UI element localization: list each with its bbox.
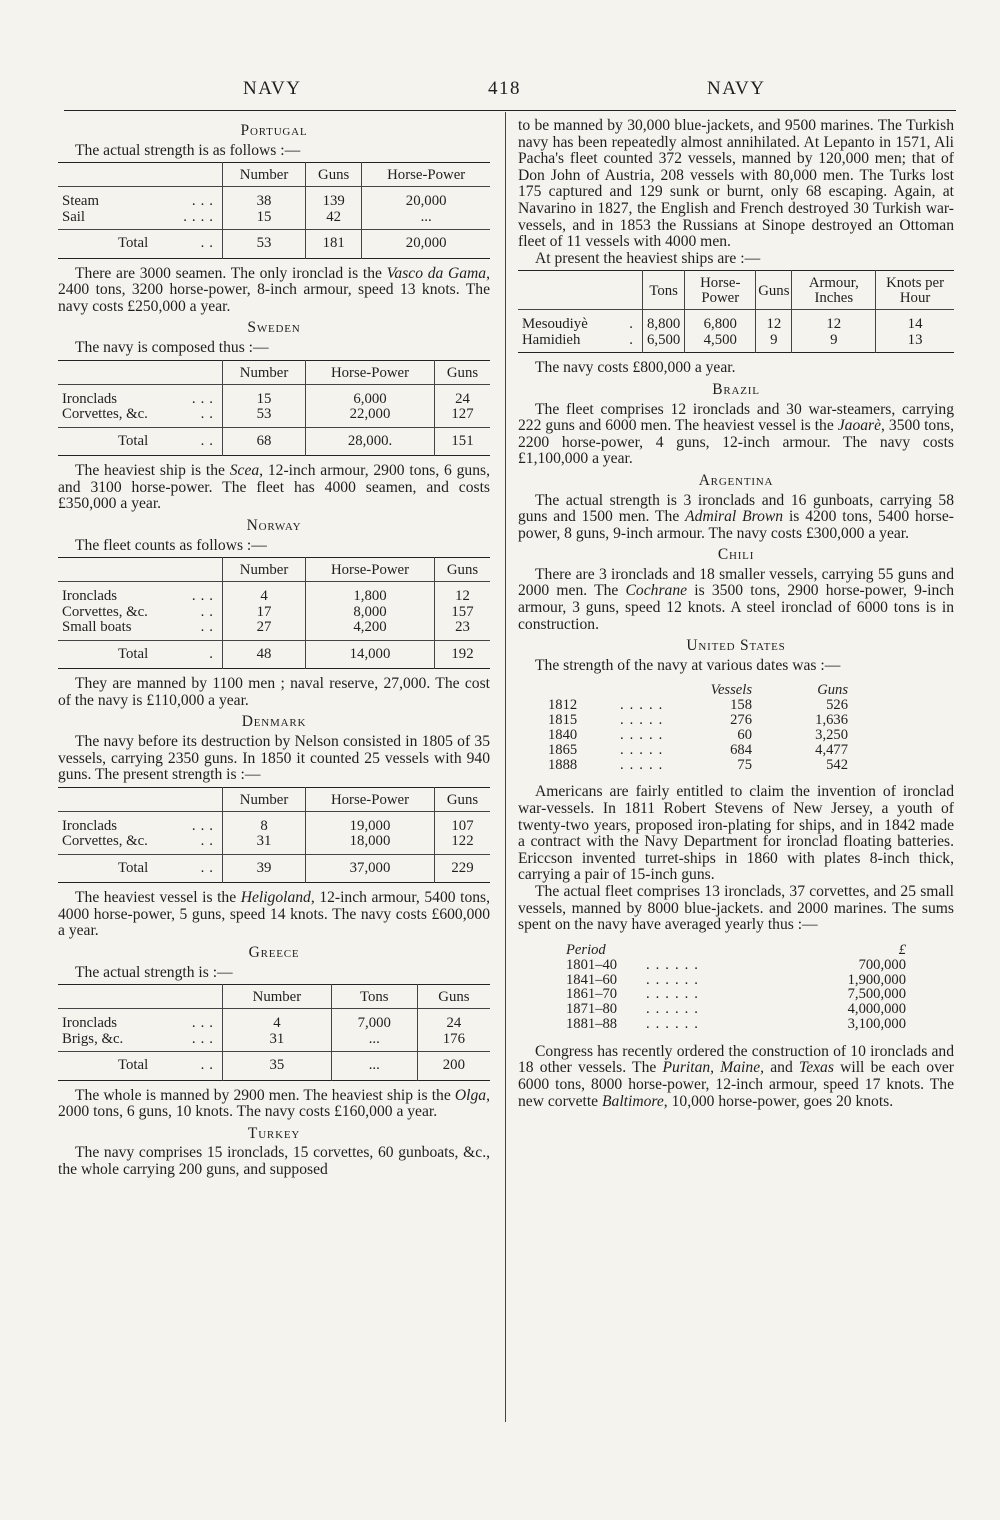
row-label: Hamidieh <box>522 331 581 348</box>
ship-name: Baltimore <box>602 1092 664 1110</box>
us-intro: The strength of the navy at various dates was :— <box>535 656 841 674</box>
section-title-argentina: Argentina <box>698 471 774 489</box>
table-cell: ... <box>331 1032 417 1052</box>
section-title-sweden: Sweden <box>247 319 301 337</box>
table-row: 1801–40 ...... 700,000 <box>566 956 906 973</box>
row-label: Corvettes, &c. <box>62 833 148 850</box>
sweden-intro: The navy is composed thus :— <box>75 339 269 357</box>
table-row: Corvettes, &c. .. 53 22,000 127 <box>58 407 490 427</box>
row-label: Total <box>118 645 149 662</box>
table-cell: 20,000 <box>362 187 490 210</box>
table-row: Corvettes, &c. .. 31 18,000 122 <box>58 834 490 854</box>
column-header: Tons <box>643 271 685 310</box>
table-cell: ... <box>331 1052 417 1081</box>
table-row: 1871–80 ...... 4,000,000 <box>566 1001 906 1018</box>
table-cell: 13 <box>876 333 954 353</box>
table-cell: 48 <box>223 640 306 669</box>
us-strength-table <box>548 682 908 772</box>
section-title-turkey: Turkey <box>247 1124 301 1142</box>
ship-name: Heligoland <box>240 889 311 907</box>
denmark-text-2: The heaviest vessel is the Heligoland, 12-inch armour, 5400 tons, 4000 horse-power, 5 guns, speed 14 knots. The navy costs £600,000 a year. <box>58 889 491 940</box>
us-text-1: Americans are fairly entitled to claim the invention of ironclad war-vessels. In 1811 Robert Stevens of New Jersey, a youth of twenty-two years, proposed iron-plating for ships, and in 1842 made a contract with the Navy Department for ironclad floating batteries. Ericcson invented turret-ships in 1860 with plates 8-inch thick, carrying a pair of 15-inch guns. <box>518 783 954 884</box>
column-header: Guns <box>756 271 792 310</box>
column-header: Guns <box>434 787 490 811</box>
table-total-row: Total .. 53 181 20,000 <box>58 230 490 259</box>
section-title-united-states: United States <box>686 637 786 655</box>
table-cell: 39 <box>223 854 306 883</box>
sweden-text: The heaviest ship is the Scea, 12-inch armour, 2900 tons, 6 guns, and 3100 horse-power. The fleet has 4000 seamen, and costs £350,000 a year. <box>58 462 490 513</box>
column-header: Number <box>223 163 306 187</box>
column-header: Horse-Power <box>306 787 435 811</box>
ship-name: Texas <box>798 1059 834 1077</box>
period-cell: 1881–88 <box>566 1015 618 1032</box>
section-title-brazil: Brazil <box>712 380 760 398</box>
year-cell: 1815 <box>548 712 578 729</box>
table-cell: 107 <box>434 811 490 834</box>
table-cell: 12 <box>756 310 792 333</box>
ship-name: Jaoarè <box>837 417 882 435</box>
table-row: 1815 ..... 276 1,636 <box>548 712 848 729</box>
table-cell: 20,000 <box>362 230 490 259</box>
table-header-row <box>548 682 908 698</box>
guns-cell: 526 <box>826 697 848 714</box>
table-cell: 15 <box>223 384 306 407</box>
norway-intro: The fleet counts as follows :— <box>75 536 267 554</box>
table-total-row: Total . 48 14,000 192 <box>58 640 490 669</box>
table-row: Mesoudiyè . 8,800 6,800 12 12 14 <box>518 310 954 333</box>
table-cell: 122 <box>434 834 490 854</box>
column-header: £ <box>898 941 906 958</box>
table-row: Ironclads ... 8 19,000 107 <box>58 811 490 834</box>
amount-cell: 3,100,000 <box>847 1015 906 1032</box>
year-cell: 1865 <box>548 741 578 758</box>
table-row: 1881–88 ...... 3,100,000 <box>566 1015 906 1032</box>
greece-text: The whole is manned by 2900 men. The heaviest ship is the Olga, 2000 tons, 6 guns, 10 knots. The navy costs £160,000 a year. <box>58 1086 490 1121</box>
table-cell: 38 <box>223 187 306 210</box>
vessels-cell: 276 <box>730 712 752 729</box>
table-row: 1888 ..... 75 542 <box>548 756 848 773</box>
table-cell: 8,000 <box>306 605 435 621</box>
table-cell: 139 <box>306 187 362 210</box>
table-cell: 27 <box>223 620 306 640</box>
column-header: Horse-Power <box>685 271 756 310</box>
table-cell: ... <box>362 210 490 230</box>
row-label: Ironclads <box>62 390 118 407</box>
table-cell: 4,200 <box>306 620 435 640</box>
page-number: 418 <box>488 78 521 99</box>
section-title-portugal: Portugal <box>240 122 308 139</box>
column-header: Guns <box>417 985 490 1009</box>
column-divider <box>505 112 506 1422</box>
table-cell: 12 <box>792 310 876 333</box>
sweden-table <box>58 360 490 457</box>
table-cell: 6,800 <box>685 310 756 333</box>
table-cell: 28,000. <box>306 427 435 456</box>
row-label: Ironclads <box>62 588 118 605</box>
table-cell: 6,500 <box>643 333 685 353</box>
section-title-norway: Norway <box>246 516 302 534</box>
norway-text: They are manned by 1100 men ; naval reserve, 27,000. The cost of the navy is £110,000 a year. <box>58 675 490 709</box>
table-total-row: Total .. 68 28,000. 151 <box>58 427 490 456</box>
column-header: Guns <box>306 163 362 187</box>
ship-name: Scea <box>229 462 260 480</box>
left-column <box>58 118 490 1179</box>
table-cell: 24 <box>434 384 490 407</box>
row-label: Total <box>118 859 149 876</box>
turkey-text-left: The navy comprises 15 ironclads, 15 corvettes, 60 gunboats, &c., the whole carrying 200 guns, and supposed <box>58 1144 490 1179</box>
amount-cell: 700,000 <box>858 956 906 973</box>
period-cell: 1801–40 <box>566 956 618 973</box>
denmark-text: The navy before its destruction by Nelson consisted in 1805 of 35 vessels, carrying 2350 guns. In 1850 it counted 25 vessels with 940 guns. The present strength is :— <box>58 732 490 784</box>
table-cell: 18,000 <box>306 834 435 854</box>
row-label: Total <box>118 1057 149 1074</box>
table-cell: 8,800 <box>643 310 685 333</box>
amount-cell: 4,000,000 <box>847 1001 906 1018</box>
table-cell: 31 <box>223 834 306 854</box>
us-spending-table <box>566 942 926 1032</box>
right-column <box>518 118 954 1110</box>
table-cell: 12 <box>434 582 490 605</box>
portugal-text: There are 3000 seamen. The only ironclad is the Vasco da Gama, 2400 tons, 3200 horse-power, 8-inch armour, speed 13 knots. The navy costs £250,000 a year. <box>58 264 490 315</box>
table-cell: 4 <box>223 582 306 605</box>
table-cell: 15 <box>223 210 306 230</box>
table-cell: 176 <box>417 1032 490 1052</box>
table-cell: 127 <box>434 407 490 427</box>
table-cell: 22,000 <box>306 407 435 427</box>
column-header: Horse-Power <box>306 360 435 384</box>
year-cell: 1840 <box>548 727 578 744</box>
table-row: Sail .... 15 42 ... <box>58 210 490 230</box>
norway-table <box>58 557 490 669</box>
running-head-left: NAVY <box>243 78 302 99</box>
period-cell: 1861–70 <box>566 986 618 1003</box>
section-title-denmark: Denmark <box>241 713 307 731</box>
table-cell: 6,000 <box>306 384 435 407</box>
table-cell: 157 <box>434 605 490 621</box>
portugal-intro: The actual strength is as follows :— <box>75 141 301 159</box>
table-cell: 7,000 <box>331 1009 417 1032</box>
ship-name: Puritan, Maine, <box>662 1059 765 1077</box>
table-row: Ironclads ... 4 1,800 12 <box>58 582 490 605</box>
row-label: Ironclads <box>62 817 118 834</box>
column-header: Guns <box>434 360 490 384</box>
table-cell: 19,000 <box>306 811 435 834</box>
amount-cell: 7,500,000 <box>847 986 906 1003</box>
vessels-cell: 158 <box>730 697 752 714</box>
table-row: Ironclads ... 4 7,000 24 <box>58 1009 490 1032</box>
section-title-greece: Greece <box>248 943 300 961</box>
turkey-text-right: to be manned by 30,000 blue-jackets, and 9500 marines. The Turkish navy has been repeatedly almost annihilated. At Lepanto in 1571, Ali Pacha's fleet counted 372 vessels, manned by 120,000 men; that of Don John of Austria, 208 vessels with 80,000 men. The Turks lost 175 captured and 129 sunk or burnt, only 68 escaping. Again, at Navarino in 1827, the English and French destroyed 30 Turkish war-vessels, and in 1853 the Russians at Sinope destroyed an Ottoman fleet of 11 vessels with 4000 men. <box>518 117 954 251</box>
column-header: Number <box>223 558 306 582</box>
column-header: Armour, Inches <box>792 271 876 310</box>
header-rule <box>64 110 956 111</box>
brazil-text: The fleet comprises 12 ironclads and 30 war-steamers, carrying 222 guns and 6000 men. The heaviest vessel is the Jaoarè, 3500 tons, 2200 horse-power, 4 guns, 12-inch armour. The navy costs £1,100,000 a year. <box>518 400 954 468</box>
year-cell: 1888 <box>548 756 578 773</box>
denmark-table <box>58 787 490 884</box>
table-cell: 17 <box>223 605 306 621</box>
table-cell: 14 <box>876 310 954 333</box>
table-cell: 14,000 <box>306 640 435 669</box>
row-label: Brigs, &c. <box>62 1030 124 1047</box>
column-header: Guns <box>434 558 490 582</box>
greece-table <box>58 984 490 1081</box>
table-cell: 23 <box>434 620 490 640</box>
period-cell: 1871–80 <box>566 1001 618 1018</box>
column-header: Horse-Power <box>362 163 490 187</box>
ship-name: Admiral Brown <box>685 508 784 526</box>
table-header-row <box>566 942 926 958</box>
table-cell: 192 <box>434 640 490 669</box>
table-cell: 31 <box>223 1032 332 1052</box>
table-cell: 24 <box>417 1009 490 1032</box>
table-cell: 53 <box>223 407 306 427</box>
turkey-ships-intro: At present the heaviest ships are :— <box>535 249 761 267</box>
column-header: Number <box>223 985 332 1009</box>
period-cell: 1841–60 <box>566 971 618 988</box>
table-total-row: Total .. 35 ... 200 <box>58 1052 490 1081</box>
column-header: Horse-Power <box>306 558 435 582</box>
table-row: 1865 ..... 684 4,477 <box>548 741 848 758</box>
turkey-table <box>518 270 954 353</box>
row-label: Sail <box>62 208 86 225</box>
row-label: Small boats <box>62 619 132 636</box>
portugal-table <box>58 162 490 259</box>
table-cell: 8 <box>223 811 306 834</box>
table-cell: 181 <box>306 230 362 259</box>
amount-cell: 1,900,000 <box>847 971 906 988</box>
table-cell: 4 <box>223 1009 332 1032</box>
chili-text: There are 3 ironclads and 18 smaller vessels, carrying 55 guns and 2000 men. The Cochrane is 3500 tons, 2900 horse-power, 9-inch armour, 3 guns, speed 12 knots. A steel ironclad of 6000 tons is in construction. <box>518 565 955 633</box>
table-row: Steam ... 38 139 20,000 <box>58 187 490 210</box>
column-header: Knots per Hour <box>876 271 954 310</box>
greece-intro: The actual strength is :— <box>75 963 233 981</box>
ship-name: Cochrane <box>625 582 688 600</box>
guns-cell: 1,636 <box>815 712 848 729</box>
table-cell: 200 <box>417 1052 490 1081</box>
ship-name: Vasco da Gama <box>386 264 487 282</box>
column-header: Period <box>566 941 606 958</box>
row-label: Total <box>118 235 149 252</box>
column-header: Tons <box>331 985 417 1009</box>
table-cell: 151 <box>434 427 490 456</box>
table-cell: 9 <box>792 333 876 353</box>
guns-cell: 542 <box>826 756 848 773</box>
column-header: Number <box>223 360 306 384</box>
table-cell: 4,500 <box>685 333 756 353</box>
vessels-cell: 684 <box>730 741 752 758</box>
table-row: Hamidieh . 6,500 4,500 9 9 13 <box>518 333 954 353</box>
ship-name: Olga <box>454 1086 487 1104</box>
vessels-cell: 75 <box>737 756 752 773</box>
column-header: Vessels <box>710 682 752 699</box>
row-label: Total <box>118 432 149 449</box>
column-header: Guns <box>817 682 848 699</box>
argentina-text: The actual strength is 3 ironclads and 16 gunboats, carrying 58 guns and 1500 men. The Admiral Brown is 4200 tons, 5400 horse-power, 8 guns, 9-inch armour. The navy costs £300,000 a year. <box>518 491 954 542</box>
table-cell: 1,800 <box>306 582 435 605</box>
table-cell: 9 <box>756 333 792 353</box>
row-label: Corvettes, &c. <box>62 603 148 620</box>
table-row: Ironclads ... 15 6,000 24 <box>58 384 490 407</box>
running-head-right: NAVY <box>707 78 766 99</box>
section-title-chili: Chili <box>717 546 755 564</box>
guns-cell: 4,477 <box>815 741 848 758</box>
table-total-row: Total .. 39 37,000 229 <box>58 854 490 883</box>
table-cell: 35 <box>223 1052 332 1081</box>
row-label: Corvettes, &c. <box>62 406 148 423</box>
guns-cell: 3,250 <box>815 727 848 744</box>
turkey-cost: The navy costs £800,000 a year. <box>535 359 736 377</box>
table-row: 1840 ..... 60 3,250 <box>548 727 848 744</box>
column-header: Number <box>223 787 306 811</box>
table-cell: 53 <box>223 230 306 259</box>
vessels-cell: 60 <box>737 727 752 744</box>
table-row: 1861–70 ...... 7,500,000 <box>566 986 906 1003</box>
table-row: 1812 ..... 158 526 <box>548 697 848 714</box>
table-cell: 42 <box>306 210 362 230</box>
us-text-3: Congress has recently ordered the construction of 10 ironclads and 18 other vessels. The Puritan, Maine, and Texas will be each over 6000 tons, 8000 horse-power, 12-inch armour, speed 17 knots. The new corvette Baltimore, 10,000 horse-power, goes 20 knots. <box>518 1042 954 1110</box>
us-text-2: The actual fleet comprises 13 ironclads, 37 corvettes, and 25 small vessels, manned by 8000 blue-jackets. and 2000 marines. The sums spent on the navy have averaged yearly thus :— <box>518 882 954 934</box>
table-row: Small boats .. 27 4,200 23 <box>58 620 490 640</box>
table-cell: 37,000 <box>306 854 435 883</box>
table-row: 1841–60 ...... 1,900,000 <box>566 971 906 988</box>
year-cell: 1812 <box>548 697 578 714</box>
row-label: Steam <box>62 193 99 210</box>
table-cell: 229 <box>434 854 490 883</box>
table-cell: 68 <box>223 427 306 456</box>
row-label: Ironclads <box>62 1015 118 1032</box>
row-label: Mesoudiyè <box>522 316 588 333</box>
table-row: Corvettes, &c. .. 17 8,000 157 <box>58 605 490 621</box>
table-row: Brigs, &c. ... 31 ... 176 <box>58 1032 490 1052</box>
